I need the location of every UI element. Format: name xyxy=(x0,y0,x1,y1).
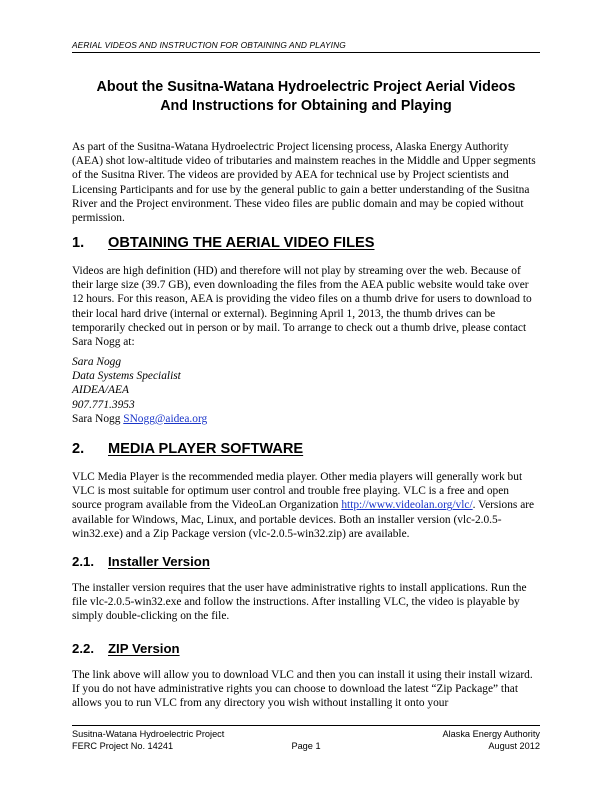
footer-page-number: Page 1 xyxy=(291,741,321,751)
footer-ferc-number: FERC Project No. 14241 xyxy=(72,741,174,751)
footer-project-name: Susitna-Watana Hydroelectric Project xyxy=(72,729,225,739)
footer-rule xyxy=(72,725,540,726)
section-number: 1. xyxy=(72,235,85,251)
contact-org: AIDEA/AEA xyxy=(72,384,129,397)
section-2-text-b: . Versions are available for Windows, Mac, Linux, and portable devices. Both an installer version (vlc-2.0.5-win32.exe) and a Zip Package version (vlc-2.0.5-win32.zip) are available. xyxy=(72,499,535,540)
section-2-2-heading xyxy=(72,640,540,657)
section-title: MEDIA PLAYER SOFTWARE xyxy=(108,441,304,457)
section-number: 2.2. xyxy=(72,641,94,656)
section-1-heading xyxy=(72,234,540,252)
title-line-2: And Instructions for Obtaining and Playing xyxy=(160,98,452,114)
contact-email-link[interactable]: SNogg@aidea.org xyxy=(123,412,208,425)
section-title: OBTAINING THE AERIAL VIDEO FILES xyxy=(108,235,375,251)
section-2-heading xyxy=(72,440,540,458)
footer-organization: Alaska Energy Authority xyxy=(442,729,540,739)
section-2-1-body: The installer version requires that the user have administrative rights to install applications. Run the file vlc-2.0.5-win32.exe and follow the instructions. After installing VLC, the video is playable by simply double-clicking on the file. xyxy=(72,582,527,623)
section-number: 2. xyxy=(72,441,85,457)
section-title: Installer Version xyxy=(108,554,210,569)
section-2-text-a: VLC Media Player is the recommended media player. Other media players will generally work but VLC is most suitable for optimum user control and trouble free playing. VLC is a free and open source program available from the VideoLan Organization xyxy=(72,471,523,512)
videolan-link[interactable]: http://www.videolan.org/vlc/ xyxy=(341,499,473,512)
contact-email-line xyxy=(72,413,207,425)
section-number: 2.1. xyxy=(72,554,94,569)
intro-paragraph: As part of the Susitna-Watana Hydroelectric Project licensing process, Alaska Energy Authority (AEA) shot low-altitude video of tributaries and mainstem reaches in the Middle and Upper segments of the Susitna River. The videos are provided by AEA for technical use by Project scientists and Licensing Participants and for use by the general public to gain a better understanding of the Susitna River and the Project environment. These video files are public domain and may be copied without permission. xyxy=(72,141,536,225)
header-rule xyxy=(72,52,540,53)
section-title: ZIP Version xyxy=(108,641,180,656)
title-line-1: About the Susitna-Watana Hydroelectric Project Aerial Videos xyxy=(96,79,516,95)
running-header: AERIAL VIDEOS AND INSTRUCTION FOR OBTAINING AND PLAYING xyxy=(72,40,346,50)
section-2-1-heading xyxy=(72,553,540,570)
footer-row-2 xyxy=(72,741,540,752)
contact-email-prefix: Sara Nogg xyxy=(72,412,124,425)
document-title xyxy=(72,78,540,116)
contact-name: Sara Nogg xyxy=(72,356,122,368)
contact-role: Data Systems Specialist xyxy=(72,370,181,383)
footer-date: August 2012 xyxy=(488,741,540,751)
footer-row-1 xyxy=(72,729,540,740)
section-2-2-body: The link above will allow you to download VLC and then you can install it using their install wizard. If you do not have administrative rights you can choose to download the latest “Zip Package” that allows you to run VLC from any directory you wish without installing it onto your xyxy=(72,669,533,710)
contact-block xyxy=(72,355,540,426)
section-1-body: Videos are high definition (HD) and therefore will not play by streaming over the web. Because of their large size (39.7 GB), even downloading the files from the AEA public website would take over 12 hours. For this reason, AEA is providing the video files on a thumb drive for users to download to their local hard drive (internal or external). Beginning April 1, 2013, the thumb drives can be temporarily checked out in person or by mail. To arrange to check out a thumb drive, please contact Sara Nogg at: xyxy=(72,265,532,349)
section-2-body xyxy=(72,470,540,541)
contact-phone: 907.771.3953 xyxy=(72,398,135,411)
